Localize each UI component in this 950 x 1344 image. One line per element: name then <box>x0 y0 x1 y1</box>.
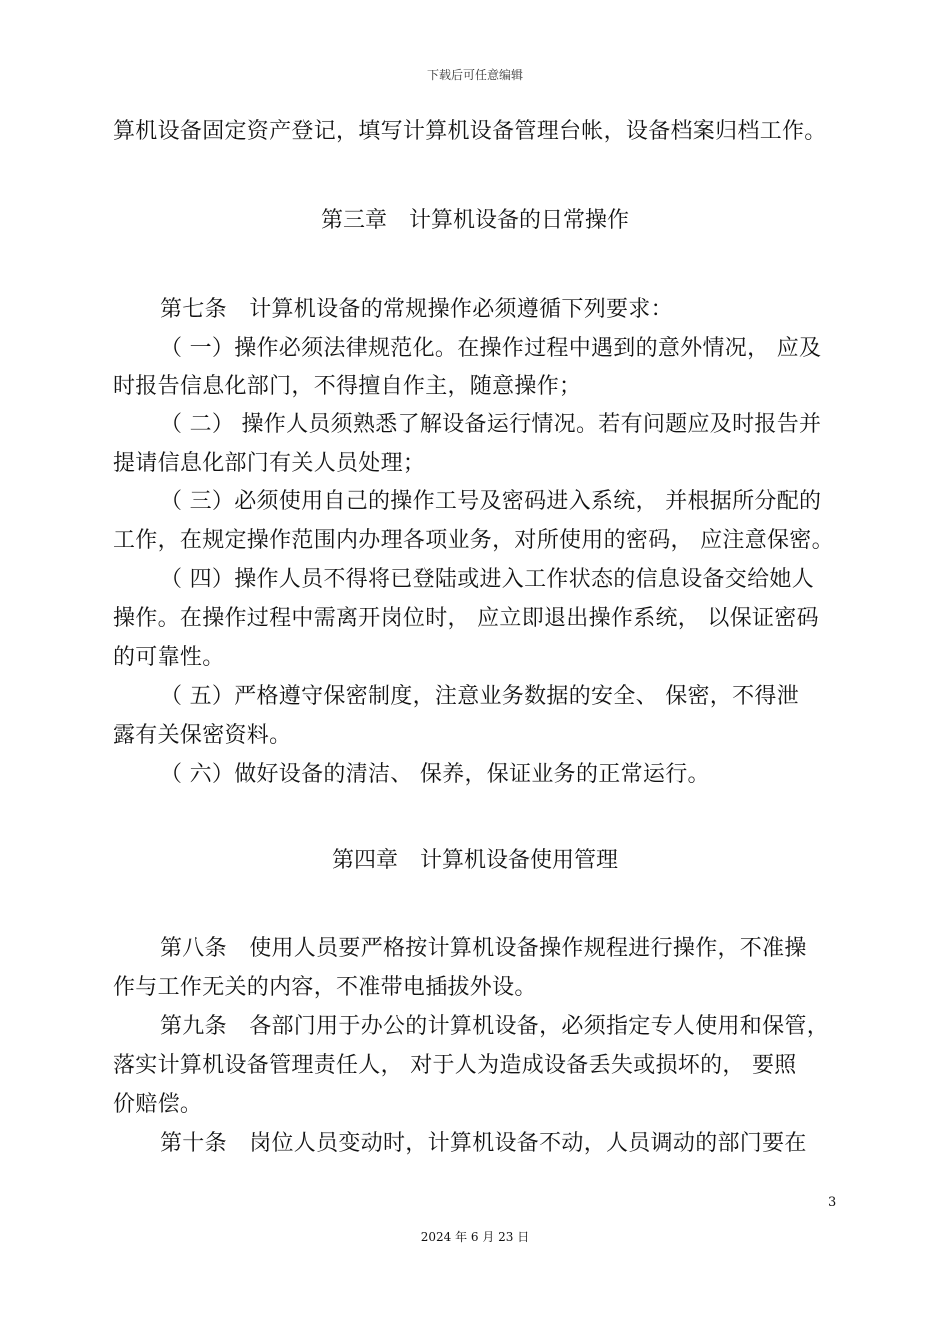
body-line: 价赔偿。 <box>113 1092 203 1117</box>
list-item-line: （ 三）必须使用自己的操作工号及密码进入系统， 并根据所分配的 <box>160 489 822 514</box>
body-line: 算机设备固定资产登记，填写计算机设备管理台帐，设备档案归档工作。 <box>113 119 827 144</box>
body-line: 落实计算机设备管理责任人， 对于人为造成设备丢失或损坏的， 要照 <box>113 1053 797 1078</box>
page-footer-date: 2024 年 6 月 23 日 <box>420 1230 530 1244</box>
list-item-line: （ 一）操作必须法律规范化。在操作过程中遇到的意外情况， 应及 <box>160 336 822 361</box>
list-item-line: （ 五）严格遵守保密制度，注意业务数据的安全、 保密，不得泄 <box>160 684 799 709</box>
body-line: 时报告信息化部门，不得擅自作主，随意操作； <box>113 374 582 399</box>
chapter-heading: 第四章 计算机设备使用管理 <box>331 848 618 873</box>
article-line: 第七条 计算机设备的常规操作必须遵循下列要求： <box>160 297 673 322</box>
body-line: 露有关保密资料。 <box>113 723 292 748</box>
list-item-line: （ 四）操作人员不得将已登陆或进入工作状态的信息设备交给她人 <box>160 567 814 592</box>
chapter-heading: 第三章 计算机设备的日常操作 <box>320 208 629 233</box>
list-item-line: （ 二） 操作人员须熟悉了解设备运行情况。若有问题应及时报告并 <box>160 412 822 437</box>
body-line: 提请信息化部门有关人员处理； <box>113 451 426 476</box>
list-item-line: （ 六）做好设备的清洁、 保养，保证业务的正常运行。 <box>160 762 710 787</box>
body-line: 操作。在操作过程中需离开岗位时， 应立即退出操作系统， 以保证密码 <box>113 606 819 631</box>
page-number: 3 <box>828 1195 837 1210</box>
page-header: 下载后可任意编辑 <box>426 68 523 82</box>
body-line: 的可靠性。 <box>113 645 225 670</box>
article-line: 第十条 岗位人员变动时，计算机设备不动，人员调动的部门要在 <box>160 1131 807 1156</box>
article-line: 第九条 各部门用于办公的计算机设备，必须指定专人使用和保管， <box>160 1014 830 1039</box>
body-line: 作与工作无关的内容，不准带电插拔外设。 <box>113 975 537 1000</box>
body-line: 工作，在规定操作范围内办理各项业务，对所使用的密码， 应注意保密。 <box>113 528 834 553</box>
article-line: 第八条 使用人员要严格按计算机设备操作规程进行操作，不准操 <box>160 936 807 961</box>
